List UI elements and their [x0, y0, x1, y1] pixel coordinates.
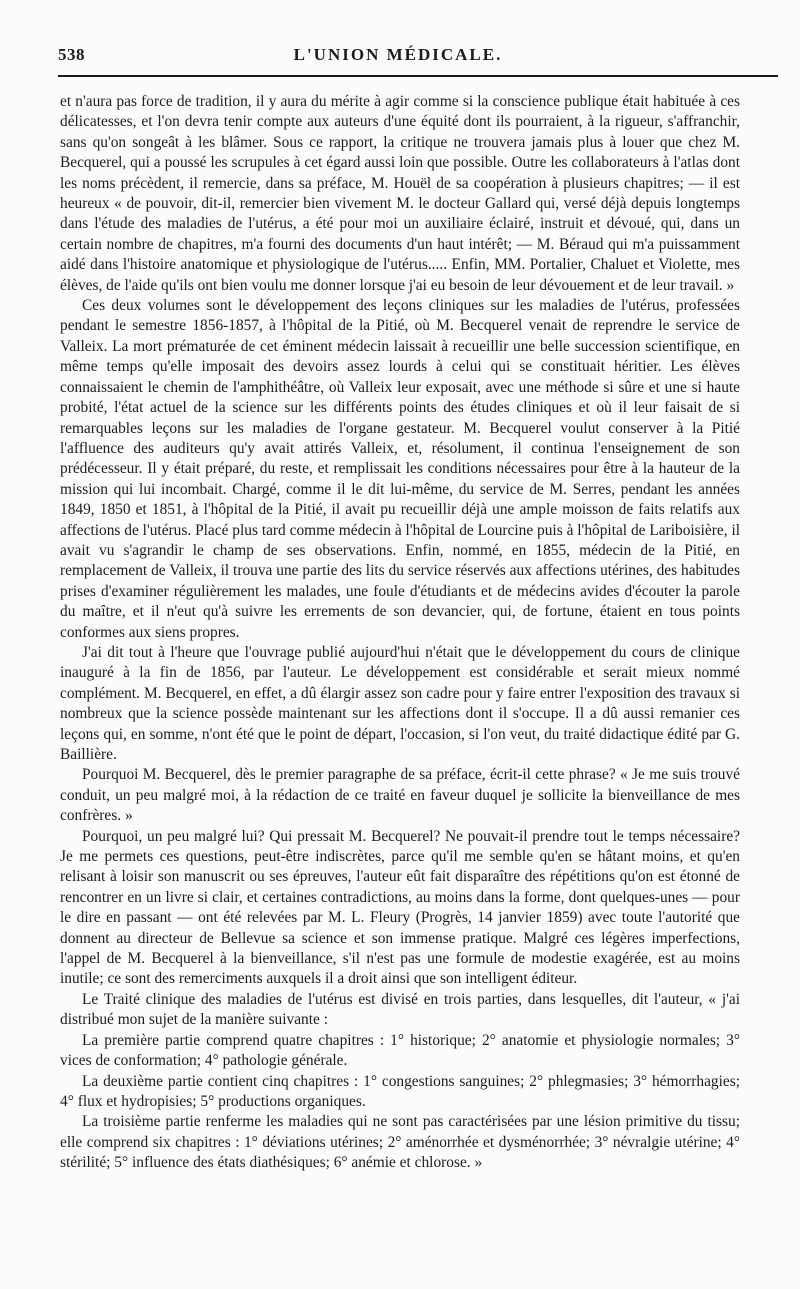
page-number: 538 [58, 45, 85, 64]
paragraph-part-three: La troisième partie renferme les maladies qui ne sont pas caractérisées par une lésion primitive du tissu; elle comprend six chapitres : 1° déviations utérines; 2° aménorrhée et dysménorrhée; 3° névralgie utérine; 4° stérilité; 5° influence des états diathésiques; 6° anémie et chlorose. » [60, 1113, 740, 1172]
paragraph-treatise-division: Le Traité clinique des maladies de l'utérus est divisé en trois parties, dans lesquelles, dit l'auteur, « j'ai distribué mon sujet de la manière suivante : [60, 990, 740, 1029]
running-head [58, 40, 738, 70]
paragraph-part-one: La première partie comprend quatre chapitres : 1° historique; 2° anatomie et physiologie normales; 3° vices de conformation; 4° pathologie générale. [60, 1031, 740, 1070]
paragraph-development-of-course: J'ai dit tout à l'heure que l'ouvrage publié aujourd'hui n'était que le développement du cours de clinique inauguré à la fin de 1856, par l'auteur. Le développement est considérable et serait mieux nommé complément. M. Becquerel, en effet, a dû élargir assez son cadre pour y faire entrer l'exposition des travaux si nombreux que la science possède maintenant sur les affections dont il s'occupe. Il a dû aussi remanier ces leçons qui, en somme, n'ont été que le point de départ, l'occasion, si l'on veut, du traité didactique édité par G. Baillière. [60, 643, 740, 763]
article-body [60, 92, 740, 1174]
paragraph-origin-of-volumes: Ces deux volumes sont le développement des leçons cliniques sur les maladies de l'utérus, professées pendant le semestre 1856-1857, à l'hôpital de la Pitié, où M. Becquerel venait de reprendre le service de Valleix. La mort prématurée de cet éminent médecin laissait à recueillir une belle succession scientifique, en même temps qu'elle imposait des devoirs assez lourds à celui qui se constituait héritier. Les élèves connaissaient le chemin de l'amphithéâtre, où Valleix leur exposait, avec une méthode si sûre et une si haute probité, l'état actuel de la science sur les différents points des études cliniques et où il leur faisait de si remarquables leçons sur les maladies de l'organe gestateur. M. Becquerel voulut conserver à la Pitié l'affluence des auditeurs qu'y avait attirés Valleix, et, résolument, il continua l'enseignement de son prédécesseur. Il y était préparé, du reste, et remplissait les conditions nécessaires pour être à la hauteur de la mission qui lui incombait. Chargé, comme il le dit lui-même, du service de M. Serres, pendant les années 1849, 1850 et 1851, à l'hôpital de la Pitié, il avait pu recueillir déjà une ample moisson de faits relatifs aux affections de l'utérus. Placé plus tard comme médecin à l'hôpital de Lourcine puis à l'hôpital de Lariboisière, il avait vu s'agrandir le champ de ses observations. Enfin, nommé, en 1855, médecin de la Pitié, en remplacement de Valleix, il trouva une partie des lits du service réservés aux affections utérines, des habitudes prises d'examiner régulièrement les malades, une foule d'étudiants et de médecins avides d'écouter la parole du maître, et il n'eut qu'à suivre les errements de son devancier, qui, de fortune, étaient en tous points conformes aux siens propres. [60, 297, 740, 641]
paragraph-acknowledgements: et n'aura pas force de tradition, il y aura du mérite à agir comme si la conscience publique était habituée à ces délicatesses, et l'on devra tenir compte aux auteurs d'une équité dont ils pourraient, à la rigueur, s'affranchir, sans qu'on songeât à les blâmer. Sous ce rapport, la critique ne trouvera jamais plus à louer que chez M. Becquerel, qui a poussé les scrupules à cet égard aussi loin que possible. Outre les collaborateurs à l'atlas dont les noms précèdent, il remercie, dans sa préface, M. Houël de sa coopération à plusieurs chapitres; — il est heureux « de pouvoir, dit-il, remercier bien vivement M. le docteur Gallard qui, versé déjà depuis longtemps dans l'étude des maladies de l'utérus, a été pour moi un auxiliaire éclairé, instruit et dévoué, qui, dans un certain nombre de chapitres, m'a fourni des documents d'un haut intérêt; — M. Béraud qui m'a puissamment aidé dans l'histoire anatomique et physiologique de l'utérus..... Enfin, MM. Portalier, Chaluet et Violette, mes élèves, de l'aide qu'ils ont bien voulu me donner lorsque j'ai eu besoin de leur dévouement et de leur travail. » [60, 93, 740, 294]
paragraph-why-hurried: Pourquoi, un peu malgré lui? Qui pressait M. Becquerel? Ne pouvait-il prendre tout le temps nécessaire? Je me permets ces questions, peut-être indiscrètes, parce qu'il me semble qu'en se hâtant moins, et qu'en relisant à loisir son manuscrit ou ses épreuves, l'auteur eût fait disparaître des répétitions qu'on est étonné de rencontrer en un livre si clair, et certaines contradictions, au moins dans la forme, dont quelques-unes — pour le dire en passant — ont été relevées par M. L. Fleury (Progrès, 14 janvier 1859) avec toute l'autorité que donnent au directeur de Bellevue sa science et son immense pratique. Malgré ces légères imperfections, l'appel de M. Becquerel à la bienveillance, s'il n'est pas une formule de modestie exagérée, est au moins inutile; ce sont des remerciments auxquels il a droit ainsi que son intelligent éditeur. [60, 827, 740, 988]
journal-title: L'UNION MÉDICALE. [293, 45, 503, 64]
paragraph-preface-quote: Pourquoi M. Becquerel, dès le premier paragraphe de sa préface, écrit-il cette phrase? « Je me suis trouvé conduit, un peu malgré moi, à la rédaction de ce traité en faveur duquel je sollicite la bienveillance de mes confrères. » [60, 766, 740, 825]
paragraph-part-two: La deuxième partie contient cinq chapitres : 1° congestions sanguines; 2° phlegmasies; 3° hémorrhagies; 4° flux et hydropisies; 5° productions organiques. [60, 1072, 740, 1110]
header-rule [58, 75, 778, 77]
